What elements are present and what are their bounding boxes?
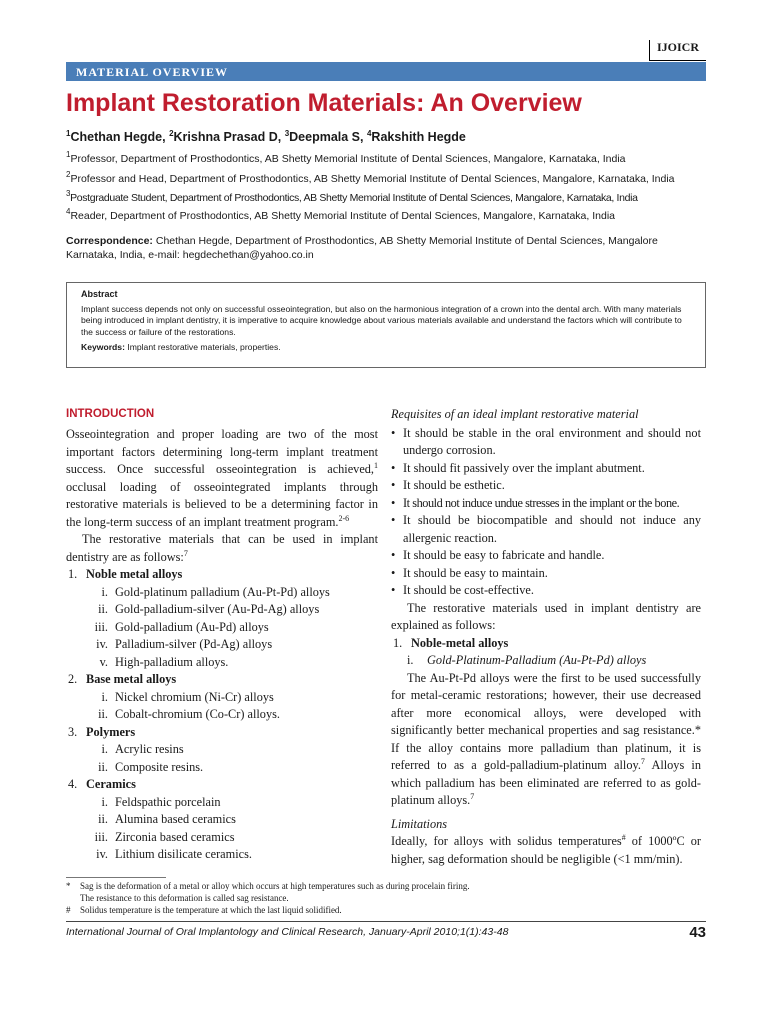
- citation: 1: [374, 461, 378, 470]
- heading-number: 1.: [393, 635, 403, 650]
- footnotes: [66, 880, 706, 916]
- explained-paragraph: The restorative materials used in implant dentistry are explained as follows:: [391, 600, 701, 632]
- requisite-bullet: [391, 582, 701, 600]
- noble-metal-heading: [391, 635, 701, 653]
- item-text: Feldspathic porcelain: [115, 794, 221, 809]
- bullet-text: It should be easy to fabricate and handle.: [403, 548, 605, 562]
- material-category: [66, 776, 378, 794]
- material-item: [66, 689, 378, 707]
- bullet-text: It should not induce undue stresses in the implant or the bone.: [403, 495, 680, 510]
- correspondence-label: Correspondence:: [66, 235, 153, 247]
- bullet-icon: •: [391, 460, 396, 475]
- author-name: Rakshith Hegde: [371, 130, 466, 144]
- journal-tag: IJOICR: [649, 40, 706, 61]
- abstract-box: [66, 282, 706, 368]
- category-name: Base metal alloys: [86, 672, 177, 686]
- item-text: Composite resins.: [115, 759, 204, 774]
- footer-divider: [66, 921, 706, 922]
- item-numeral: ii.: [98, 759, 108, 774]
- intro-paragraph: [66, 531, 378, 566]
- affiliation: [66, 189, 706, 205]
- item-numeral: iv.: [96, 847, 108, 861]
- bullet-icon: •: [391, 478, 396, 492]
- item-text: Gold-palladium (Au-Pd) alloys: [115, 619, 269, 634]
- footnote-line: Sag is the deformation of a metal or alloy which occurs at high temperatures such as during procelain firing.: [80, 881, 470, 891]
- footnote-line: The resistance to this deformation is called sag resistance.: [80, 893, 289, 903]
- author-name: Chethan Hegde,: [70, 130, 170, 144]
- material-category: [66, 671, 378, 689]
- material-item: [66, 584, 378, 602]
- author-number: 4: [366, 129, 372, 138]
- material-item: [66, 619, 378, 637]
- material-item: [66, 794, 378, 812]
- affiliation-text: Professor, Department of Prosthodontics, AB Shetty Memorial Institute of Dental Sciences, Mangalore, Karnataka, India: [70, 153, 626, 165]
- citation: 7: [470, 792, 475, 801]
- requisite-bullet: [391, 477, 701, 495]
- keywords: [81, 342, 691, 354]
- footnote-divider: [66, 877, 166, 878]
- correspondence: [66, 234, 706, 262]
- material-item: [66, 741, 378, 759]
- article-title: Implant Restoration Materials: An Overview: [66, 89, 582, 117]
- affiliation: [66, 150, 706, 166]
- item-text: Lithium disilicate ceramics.: [115, 847, 252, 861]
- item-numeral: iv.: [96, 637, 108, 651]
- requisite-bullet: [391, 512, 701, 547]
- bullet-text: It should fit passively over the implant abutment.: [403, 460, 645, 475]
- affiliation: [66, 207, 706, 223]
- page-number: 43: [689, 924, 706, 941]
- item-numeral: iii.: [94, 829, 108, 844]
- intro-text: occlusal loading of osseointegrated implants through restorative materials is believed to be a determining factor in the long-term success of an implant treatment program.: [66, 479, 378, 529]
- item-text: High-palladium alloys.: [115, 654, 229, 669]
- item-text: Alumina based ceramics: [115, 812, 236, 826]
- limitations-heading: Limitations: [391, 816, 448, 831]
- bullet-icon: •: [391, 495, 395, 510]
- author-name: Deepmala S,: [289, 130, 367, 144]
- requisite-bullet: [391, 547, 701, 565]
- paragraph-text: Ideally, for alloys with solidus temperatures: [391, 834, 622, 848]
- material-item: [66, 811, 378, 829]
- material-category: [66, 566, 378, 584]
- requisite-bullet: [391, 425, 701, 460]
- right-column: [391, 406, 701, 868]
- item-text: Palladium-silver (Pd-Ag) alloys: [115, 637, 273, 651]
- affiliation-number: 4: [66, 207, 71, 216]
- item-text: Zirconia based ceramics: [115, 829, 235, 844]
- item-numeral: ii.: [98, 707, 108, 721]
- item-numeral: v.: [99, 654, 108, 669]
- bullet-text: It should be biocompatible and should not induce any allergenic reaction.: [403, 513, 701, 545]
- category-number: 1.: [68, 567, 78, 581]
- item-numeral: ii.: [98, 812, 108, 826]
- author-number: 1: [66, 129, 71, 138]
- paragraph-text: of 1000ºC or higher, sag deformation should be negligible (<1 mm/min).: [391, 834, 701, 866]
- bullet-icon: •: [391, 513, 396, 527]
- subsection-numeral: i.: [407, 653, 414, 667]
- item-text: Gold-palladium-silver (Au-Pd-Ag) alloys: [115, 602, 320, 616]
- paragraph-text: The Au-Pt-Pd alloys were the first to be used successfully for metal-ceramic restorations; however, their use decreased after more economical alloys, were developed with significantly better mechanical properties and sag resistance.* If the alloy contains more palladium than platinum, it is referred to as a gold-palladium-platinum alloy.: [391, 670, 701, 772]
- item-numeral: iii.: [94, 619, 108, 634]
- affiliation-text: Reader, Department of Prosthodontics, AB Shetty Memorial Institute of Dental Sciences, Mangalore, Karnataka, India: [70, 210, 615, 222]
- item-numeral: ii.: [98, 602, 108, 616]
- footnote-mark: *: [66, 881, 71, 891]
- author-name: Krishna Prasad D,: [173, 130, 285, 144]
- material-item: [66, 636, 378, 654]
- affiliation-text: Professor and Head, Department of Prosthodontics, AB Shetty Memorial Institute of Dental Sciences, Mangalore, Karnataka, India: [70, 173, 675, 185]
- item-numeral: i.: [101, 742, 108, 756]
- category-name: Ceramics: [86, 777, 136, 791]
- material-category: [66, 724, 378, 742]
- paragraph-text: Alloys in which palladium has been eliminated are referred to as gold-platinum alloys.: [391, 758, 701, 807]
- bullet-text: It should be easy to maintain.: [403, 565, 548, 580]
- bullet-icon: •: [391, 583, 396, 597]
- item-numeral: i.: [101, 794, 108, 809]
- bullet-icon: •: [391, 548, 396, 562]
- abstract-text: Implant success depends not only on successful osseointegration, but also on the harmonious integration of a crown into the dental arch. With many materials being introduced in implant dentistry, it is imperative to acquire knowledge about various materials available and understand the factors which will contribute to the success or failure of the restorations.: [81, 303, 682, 337]
- author-number: 2: [169, 129, 174, 138]
- author-number: 3: [284, 129, 290, 138]
- bullet-text: It should be stable in the oral environment and should not undergo corrosion.: [403, 425, 701, 457]
- bullet-text: It should be cost-effective.: [403, 583, 534, 597]
- journal-citation: International Journal of Oral Implantology and Clinical Research, January-April 2010;1(1):43-48: [66, 926, 509, 938]
- introduction-heading: INTRODUCTION: [66, 408, 155, 420]
- material-item: [66, 654, 378, 672]
- footnote-line: Solidus temperature is the temperature at which the last liquid solidified.: [80, 905, 342, 915]
- category-number: 2.: [68, 672, 78, 686]
- affiliation-number: 2: [66, 170, 71, 179]
- limitations-paragraph: [391, 833, 701, 868]
- citation: 7: [640, 757, 645, 766]
- affiliation-text: Postgraduate Student, Department of Prosthodontics, AB Shetty Memorial Institute of Dental Sciences, Mangalore, Karnataka, India: [70, 192, 638, 204]
- citation: 2-6: [338, 513, 350, 523]
- requisite-bullet: [391, 495, 701, 513]
- affiliation-number: 1: [66, 150, 71, 159]
- alloy-paragraph: [391, 670, 701, 810]
- heading-label: Noble-metal alloys: [411, 635, 509, 650]
- footnote-mark: #: [621, 833, 626, 842]
- material-item: [66, 601, 378, 619]
- item-numeral: i.: [101, 584, 108, 599]
- category-number: 4.: [68, 777, 78, 791]
- category-number: 3.: [68, 724, 78, 739]
- abstract-heading: Abstract: [81, 289, 118, 299]
- footnote-mark: #: [66, 905, 71, 915]
- item-text: Cobalt-chromium (Co-Cr) alloys.: [115, 707, 280, 721]
- material-item: [66, 759, 378, 777]
- category-name: Polymers: [86, 724, 136, 739]
- intro-paragraph: [66, 426, 378, 531]
- subsection-label: Gold-Platinum-Palladium (Au-Pt-Pd) alloys: [427, 653, 647, 667]
- footnote: [66, 880, 706, 904]
- keywords-text: Implant restorative materials, properties.: [124, 342, 281, 352]
- bullet-text: It should be esthetic.: [403, 478, 505, 492]
- category-name: Noble metal alloys: [86, 567, 183, 581]
- bullet-icon: •: [391, 565, 396, 580]
- affiliation: [66, 170, 706, 186]
- subsection-heading: [391, 652, 701, 670]
- material-item: [66, 846, 378, 864]
- item-text: Nickel chromium (Ni-Cr) alloys: [115, 689, 274, 704]
- requisites-heading: Requisites of an ideal implant restorative material: [391, 407, 639, 421]
- item-text: Gold-platinum palladium (Au-Pt-Pd) alloys: [115, 584, 330, 599]
- keywords-label: Keywords:: [81, 342, 125, 352]
- left-column: [66, 406, 378, 864]
- item-numeral: i.: [101, 689, 108, 704]
- item-text: Acrylic resins: [115, 742, 184, 756]
- intro-text: The restorative materials that can be used in implant dentistry are as follows:: [66, 532, 378, 564]
- intro-text: Osseointegration and proper loading are two of the most important factors determining long-term implant treatment success. Once successful osseointegration is achieved,: [66, 427, 378, 476]
- bullet-icon: •: [391, 425, 396, 440]
- requisite-bullet: [391, 460, 701, 478]
- author-list: [66, 129, 706, 145]
- affiliation-number: 3: [66, 189, 71, 198]
- material-item: [66, 829, 378, 847]
- correspondence-text: Chethan Hegde, Department of Prosthodontics, AB Shetty Memorial Institute of Dental Sciences, Mangalore Karnataka, India, e-mail: hegdechethan@yahoo.co.in: [66, 235, 658, 261]
- footnote: [66, 904, 706, 916]
- citation: 7: [183, 548, 188, 558]
- requisite-bullet: [391, 565, 701, 583]
- material-item: [66, 706, 378, 724]
- section-label: MATERIAL OVERVIEW: [66, 62, 706, 81]
